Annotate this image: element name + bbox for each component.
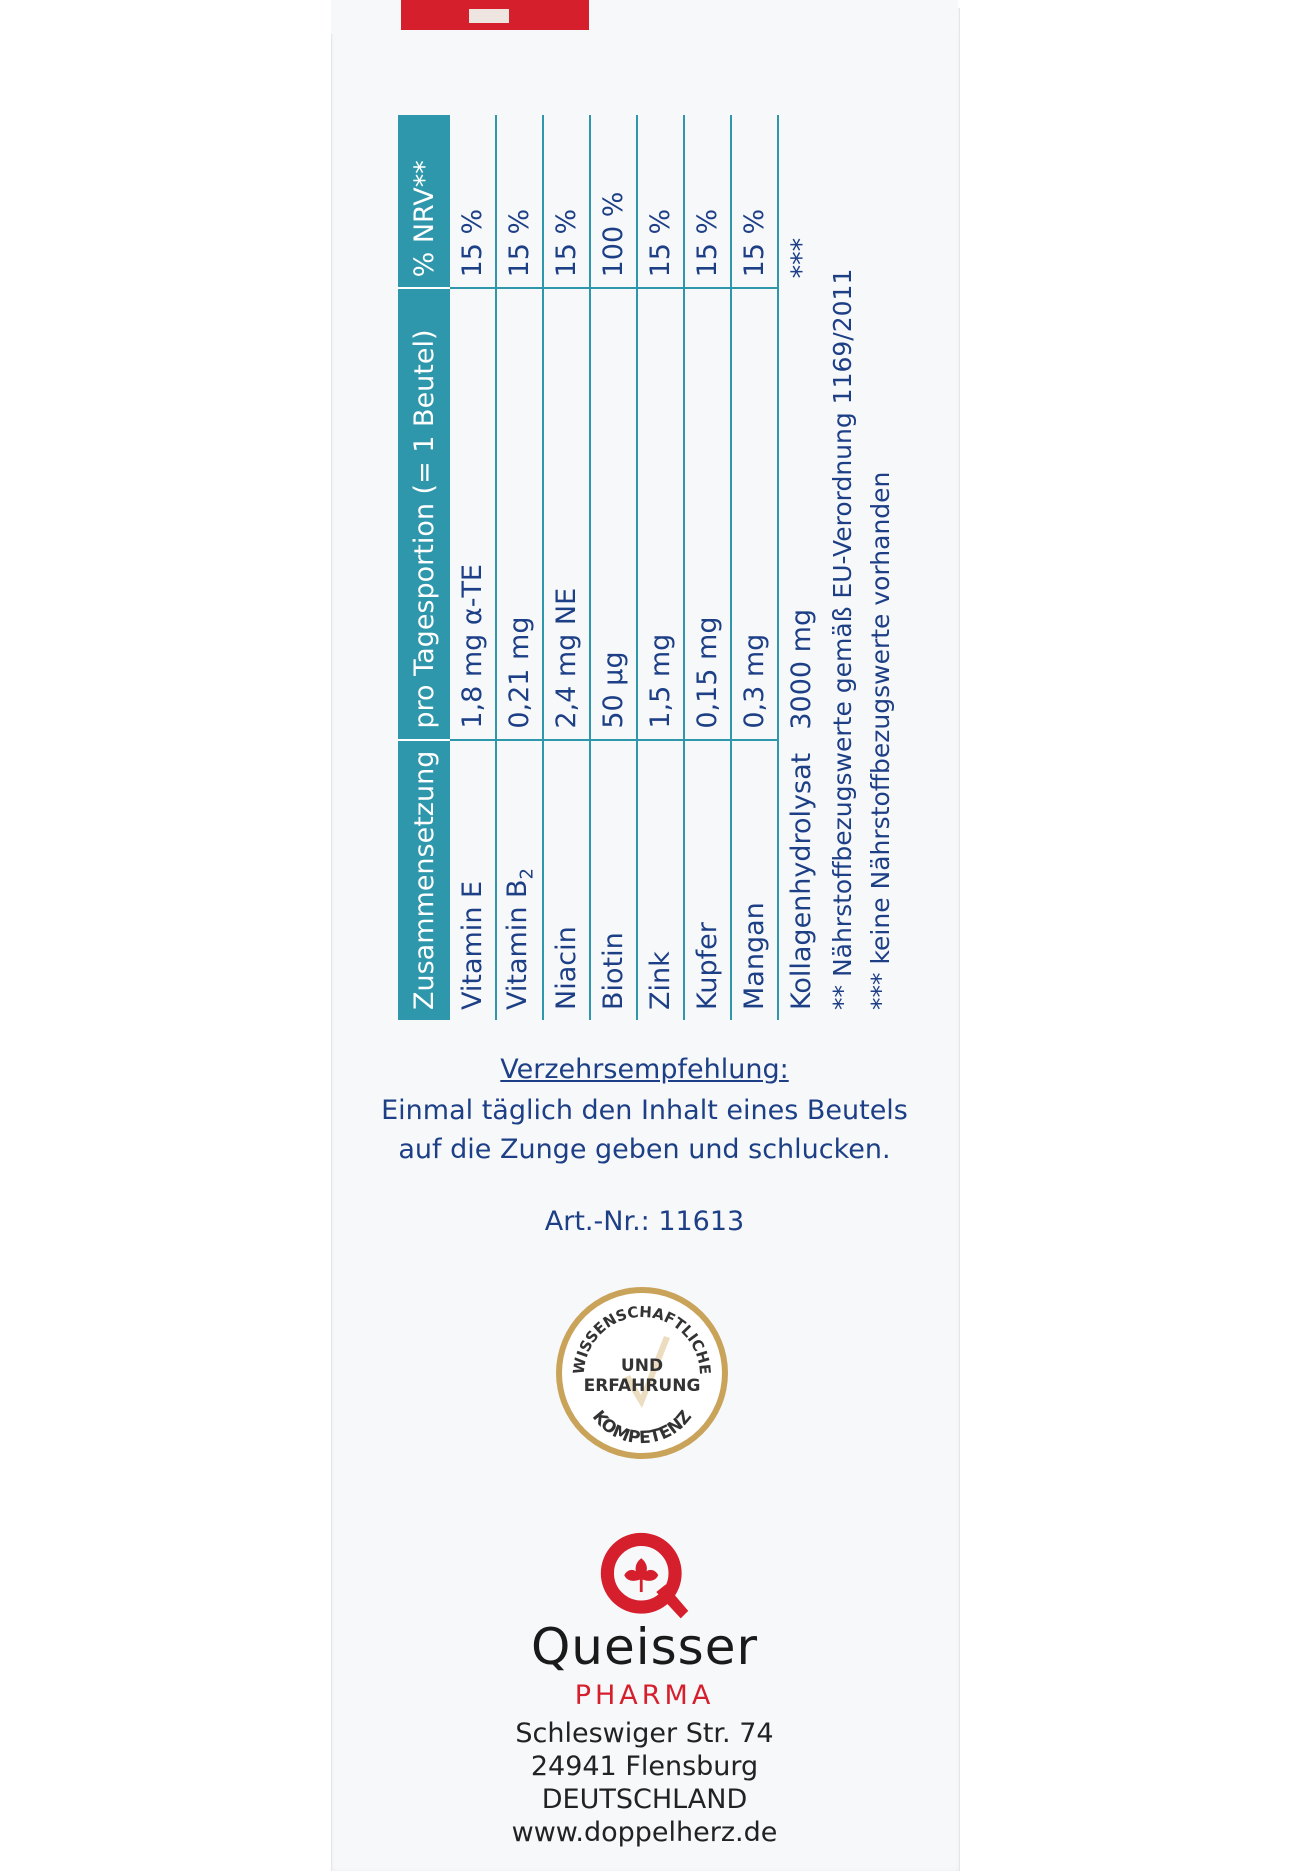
table-row (684, 115, 731, 1020)
nutrient-name: Vitamin E (450, 740, 496, 1020)
address-country: DEUTSCHLAND (541, 1784, 748, 1815)
table-row (543, 115, 590, 1020)
nutrient-amount: 3000 mg (786, 608, 817, 730)
table-row (450, 115, 496, 1020)
nutrient-amount: 2,4 mg NE (543, 288, 590, 739)
address-street: Schleswiger Str. 74 (515, 1718, 774, 1749)
seal-middle-2: ERFAHRUNG (583, 1376, 701, 1396)
nutrient-name: Niacin (543, 740, 590, 1020)
queisser-logo-icon (598, 1530, 692, 1624)
nutrient-name: Kupfer (684, 740, 731, 1020)
table-row (590, 115, 637, 1020)
nutrient-nrv: 15 % (637, 115, 684, 288)
recommendation-line-2: auf die Zunge geben und schlucken. (398, 1134, 891, 1165)
footnote-nrv: ** Nährstoffbezugswerte gemäß EU-Verordnung 1169/2011 (828, 268, 857, 1010)
header-daily-portion: pro Tagesportion (= 1 Beutel) (398, 288, 450, 739)
article-number: Art.-Nr.: 11613 (544, 1206, 745, 1237)
table-row (637, 115, 684, 1020)
table-row (778, 115, 824, 1020)
address-city: 24941 Flensburg (530, 1751, 759, 1782)
nutrient-name: Biotin (590, 740, 637, 1020)
nutrient-name-subscript: 2 (516, 868, 538, 880)
nutrient-name (496, 740, 543, 1020)
nutrient-amount: 1,5 mg (637, 288, 684, 739)
header-nrv: % NRV** (398, 115, 450, 288)
nutrient-nrv: 15 % (496, 115, 543, 288)
nutrient-amount: 50 µg (590, 288, 637, 739)
seal-middle-1: UND (620, 1356, 664, 1376)
nutrient-amount: 0,3 mg (731, 288, 778, 739)
brand-division: PHARMA (574, 1680, 715, 1711)
nutrient-amount: 0,21 mg (496, 288, 543, 739)
header-composition: Zusammensetzung (398, 740, 450, 1020)
nutrient-name: Zink (637, 740, 684, 1020)
nutrient-amount: 0,15 mg (684, 288, 731, 739)
table-header-row (398, 115, 450, 1020)
nutrition-table (398, 115, 824, 1020)
seal-arc-top-text: WISSENSCHAFTLICHE (569, 1302, 715, 1376)
table-row (731, 115, 778, 1020)
nutrient-name-text: Vitamin B (501, 879, 533, 1010)
table-row (496, 115, 543, 1020)
recommendation-title: Verzehrsempfehlung: (500, 1054, 789, 1085)
nutrient-nrv: 15 % (731, 115, 778, 288)
nutrient-name: Mangan (731, 740, 778, 1020)
company-website: www.doppelherz.de (511, 1817, 778, 1848)
nutrient-nrv: 15 % (543, 115, 590, 288)
nutrient-nrv: 15 % (450, 115, 496, 288)
recommendation-line-1: Einmal täglich den Inhalt eines Beutels (381, 1095, 908, 1126)
brand-name: Queisser (530, 1618, 759, 1676)
nutrient-nrv: 100 % (590, 115, 637, 288)
footnote-no-nrv: *** keine Nährstoffbezugswerte vorhanden (866, 471, 895, 1010)
nutrition-table-rotated (398, 115, 918, 1020)
nutrient-nrv: 15 % (684, 115, 731, 288)
nutrient-amount: 1,8 mg α-TE (450, 288, 496, 739)
package-top-red-inner (469, 9, 509, 23)
nutrient-nrv: *** (786, 237, 817, 279)
seal-arc-bottom-text: KOMPETENZ (587, 1406, 697, 1449)
nutrient-name: Kollagenhydrolysat (786, 752, 817, 1010)
competence-seal-icon (552, 1283, 732, 1463)
